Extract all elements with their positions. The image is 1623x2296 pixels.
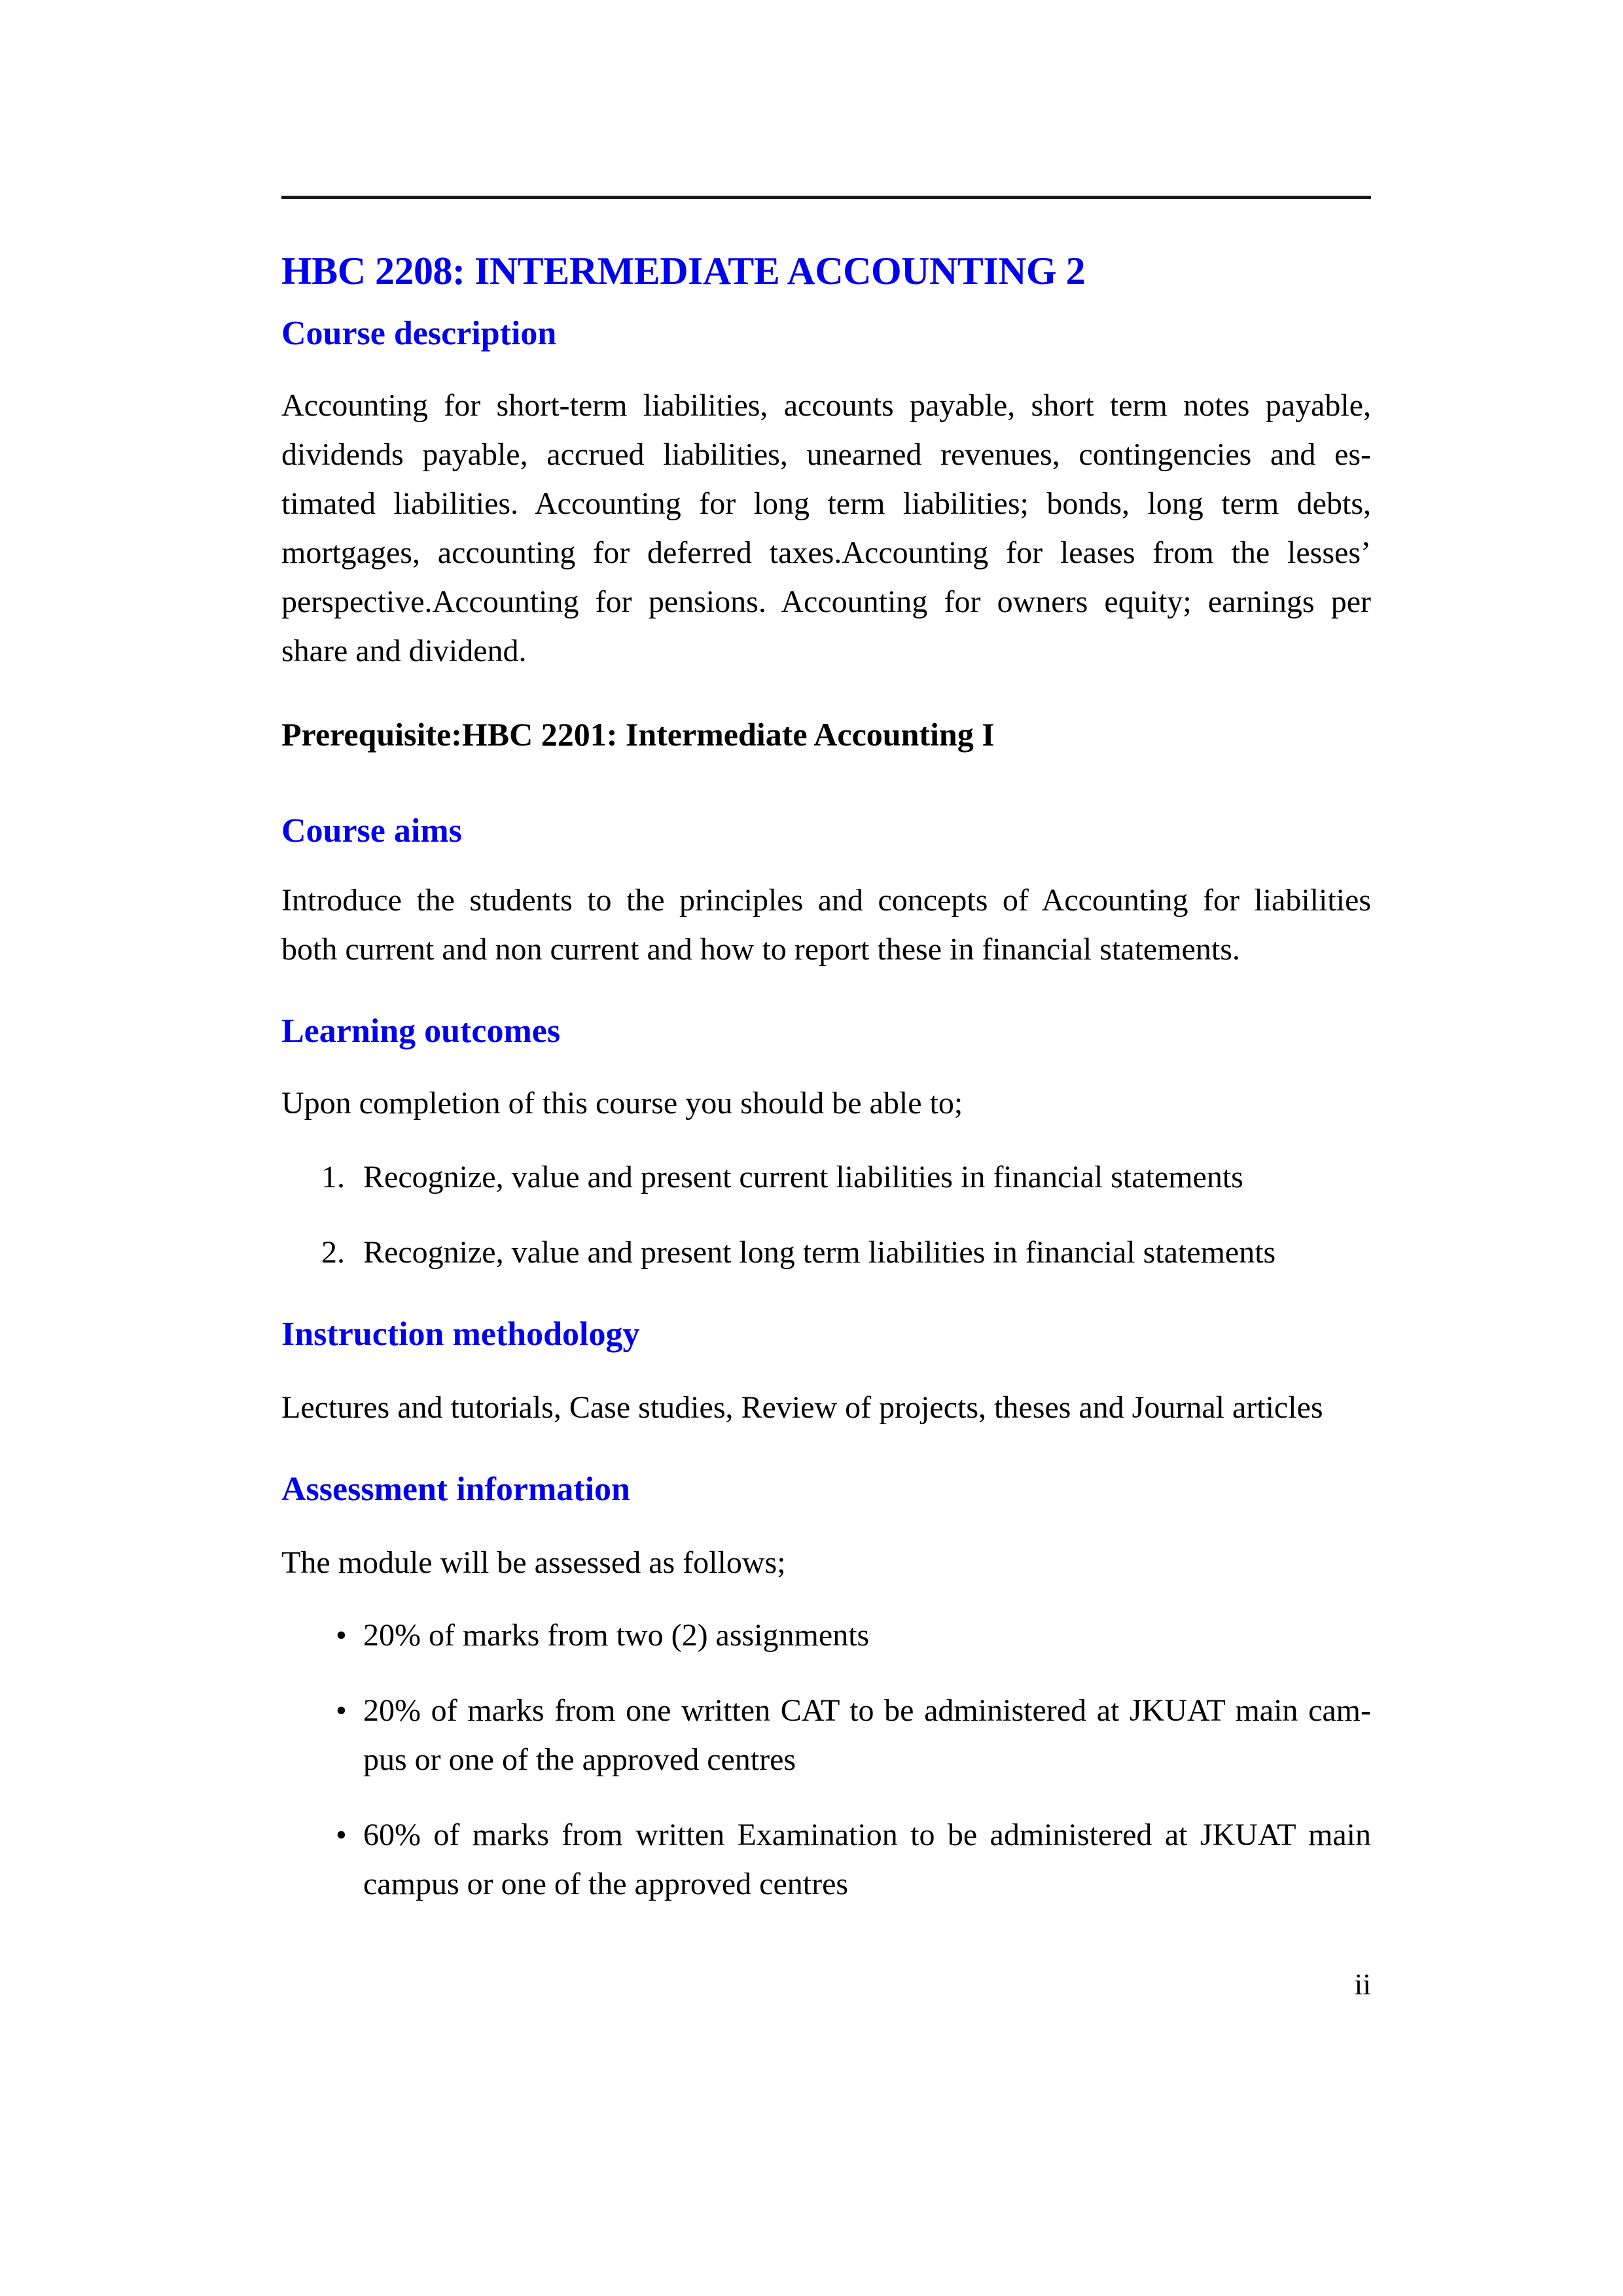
text-line: campus or one of the approved centres xyxy=(363,1867,849,1901)
list-item xyxy=(281,1810,1371,1909)
bullet-marker-icon: • xyxy=(336,1618,347,1653)
list-item xyxy=(281,1686,1371,1784)
assessment-bullet-list xyxy=(281,1611,1371,1909)
section-heading-instruction-methodology: Instruction methodology xyxy=(281,1316,640,1353)
learning-outcomes-intro: Upon completion of this course you should be able to; xyxy=(281,1086,963,1121)
course-title: HBC 2208: INTERMEDIATE ACCOUNTING 2 xyxy=(281,249,1086,293)
text-line: timated liabilities. Accounting for long term liabilities; bonds, long term debts, xyxy=(281,486,1371,521)
section-heading-course-description: Course description xyxy=(281,315,557,352)
section-heading-course-aims: Course aims xyxy=(281,812,462,850)
section-heading-learning-outcomes: Learning outcomes xyxy=(281,1013,561,1050)
course-aims-paragraph xyxy=(281,876,1371,974)
text-line: 20% of marks from one written CAT to be administered at JKUAT main cam- xyxy=(363,1693,1371,1728)
list-item xyxy=(281,1153,1371,1202)
list-item xyxy=(281,1228,1371,1277)
text-line: mortgages, accounting for deferred taxes.Accounting for leases from the lesses’ xyxy=(281,535,1371,570)
instruction-methodology-text: Lectures and tutorials, Case studies, Review of projects, theses and Journal articles xyxy=(281,1390,1323,1425)
learning-outcomes-list xyxy=(281,1153,1371,1277)
text-line: pus or one of the approved centres xyxy=(363,1742,796,1777)
text-line: 20% of marks from two (2) assignments xyxy=(363,1618,870,1653)
header-rule xyxy=(281,196,1371,199)
list-item-text: Recognize, value and present current liabilities in financial statements xyxy=(363,1160,1243,1194)
bullet-marker-icon: • xyxy=(336,1818,347,1852)
prerequisite-line: Prerequisite:HBC 2201: Intermediate Accounting I xyxy=(281,716,995,753)
section-heading-assessment-information: Assessment information xyxy=(281,1471,630,1508)
page-number: ii xyxy=(1354,1967,1371,2001)
text-line: both current and non current and how to report these in financial statements. xyxy=(281,932,1240,967)
list-item-text xyxy=(363,1611,1371,1660)
text-line: 60% of marks from written Examination to be administered at JKUAT main xyxy=(363,1818,1371,1852)
list-item-number: 1. xyxy=(321,1160,345,1194)
list-item-text xyxy=(363,1810,1371,1909)
course-description-paragraph xyxy=(281,381,1371,675)
list-item xyxy=(281,1611,1371,1660)
text-line: share and dividend. xyxy=(281,634,527,668)
text-line: dividends payable, accrued liabilities, unearned revenues, contingencies and es- xyxy=(281,437,1371,472)
bullet-marker-icon: • xyxy=(336,1693,347,1728)
list-item-text xyxy=(363,1686,1371,1784)
list-item-text: Recognize, value and present long term liabilities in financial statements xyxy=(363,1235,1276,1270)
text-line: Introduce the students to the principles and concepts of Accounting for liabilities xyxy=(281,883,1371,918)
text-line: perspective.Accounting for pensions. Accounting for owners equity; earnings per xyxy=(281,584,1371,619)
assessment-intro: The module will be assessed as follows; xyxy=(281,1545,786,1580)
page-content xyxy=(281,0,1371,2296)
list-item-number: 2. xyxy=(321,1235,345,1270)
text-line: Accounting for short-term liabilities, accounts payable, short term notes payable, xyxy=(281,388,1371,423)
